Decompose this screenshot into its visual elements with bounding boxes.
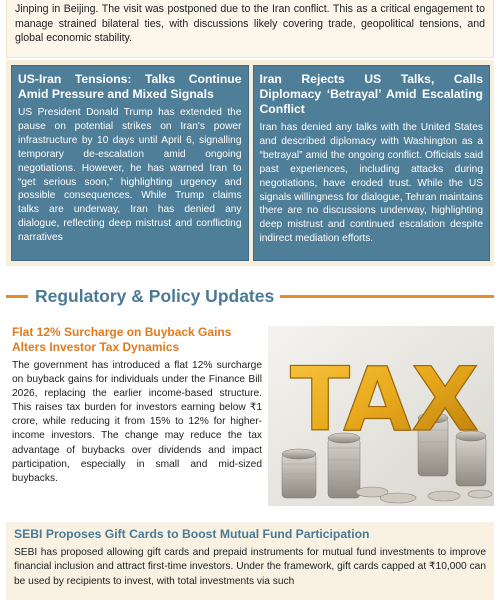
- sebi-article-box: [6, 522, 494, 600]
- tax-coins-image: [268, 326, 494, 506]
- policy-article-title: Flat 12% Surcharge on Buyback Gains Alters Investor Tax Dynamics: [12, 325, 232, 354]
- news-card-iran-rejects-talks: [253, 65, 491, 261]
- section-title: Regulatory & Policy Updates: [35, 285, 275, 306]
- section-heading: [6, 283, 494, 309]
- sebi-article-title: SEBI Proposes Gift Cards to Boost Mutual Fund Participation: [14, 527, 370, 541]
- intro-text: Jinping in Beijing. The visit was postponed due to the Iran conflict. This as a critical engagement to manage strained bilateral ties, with discussions likely covering trade, geopolitical tensions, and global economic stability.: [15, 3, 485, 44]
- news-card-us-iran-tensions: [11, 65, 249, 261]
- policy-article: [12, 325, 262, 486]
- news-card-body: Iran has denied any talks with the United States and described diplomacy with Washington as a “betrayal” amid the ongoing conflict. Officials said past experiences, including attacks during negotiations, have eroded trust. While the US signals willingness for dialogue, Tehran maintains there are no discussions underway, highlighting deep mistrust and continued escalation despite indirect mediation efforts.: [259, 122, 483, 245]
- news-card-body: US President Donald Trump has extended the pause on potential strikes on Iran's power infrastructure by 10 days until April 6, signalling temporary de-escalation amid ongoing negotiations. However, he has warned Iran to “get serious soon,” highlighting urgency and possible consequences. While Trump claims talks are underway, Iran has denied any dialogue, reflecting deep mistrust and conflicting narratives: [18, 107, 242, 244]
- news-cards-row: [6, 60, 494, 266]
- tax-letters: TAX: [290, 348, 480, 451]
- news-card-title: US-Iran Tensions: Talks Continue Amid Pressure and Mixed Signals: [18, 72, 242, 101]
- section-divider-left: [6, 295, 28, 298]
- policy-article-body: The government has introduced a flat 12% surcharge on buyback gains for individuals under the Finance Bill 2026, replacing the earlier income-based structure. This raises tax burden for investors earning below ₹1 crore, while reducing it from 15% to 12% for higher-income investors. The change may reduce the tax advantage of buybacks over dividends and impact participation, especially in small and mid-sized buybacks.: [12, 360, 262, 484]
- news-card-title: Iran Rejects US Talks, Calls Diplomacy ‘Betrayal’ Amid Escalating Conflict: [259, 72, 483, 116]
- section-divider-right: [280, 295, 494, 298]
- intro-box: [6, 0, 494, 58]
- sebi-article-body: SEBI has proposed allowing gift cards and prepaid instruments for mutual fund investments to improve financial inclusion and attract first-time investors. Under the framework, gift cards capped at ₹10,000 can be used by recipients to invest, with total investments via such: [14, 547, 486, 587]
